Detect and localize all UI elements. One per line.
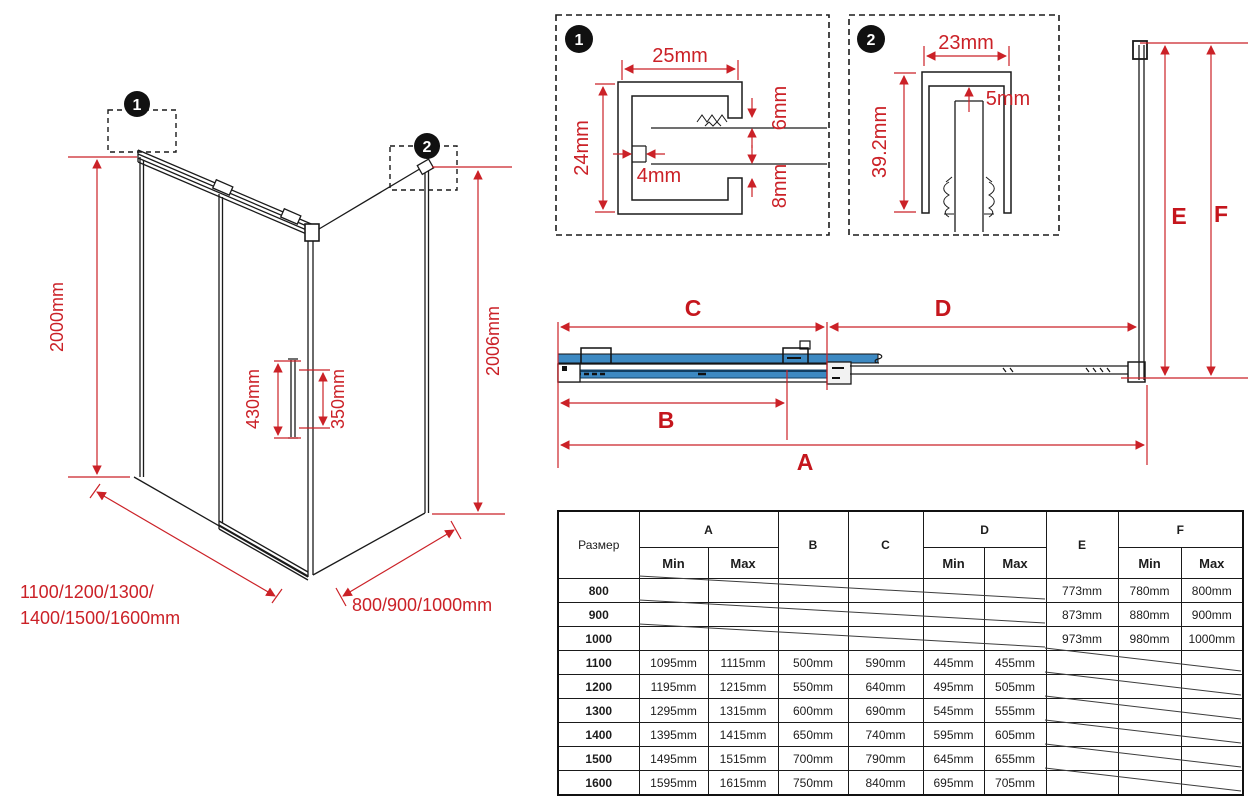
value-cell [708, 603, 778, 627]
value-cell [984, 627, 1046, 651]
value-cell: 973mm [1046, 627, 1118, 651]
detail-1-wall: 4mm [636, 165, 682, 187]
table-header-row-1 [558, 511, 1243, 548]
size-cell: 1300 [558, 699, 639, 723]
value-cell [1181, 723, 1243, 747]
detail-1-gap-top: 6mm [769, 85, 791, 131]
value-cell: 705mm [984, 771, 1046, 796]
detail-2-marker: 2 [866, 32, 876, 49]
value-cell [1046, 651, 1118, 675]
value-cell: 555mm [984, 699, 1046, 723]
value-cell [923, 627, 984, 651]
value-cell: 1095mm [639, 651, 708, 675]
value-cell: 790mm [848, 747, 923, 771]
size-cell: 1600 [558, 771, 639, 796]
value-cell: 605mm [984, 723, 1046, 747]
value-cell [1046, 747, 1118, 771]
value-cell: 600mm [778, 699, 848, 723]
plan-view [548, 28, 1250, 510]
table-row [558, 699, 1243, 723]
value-cell: 1495mm [639, 747, 708, 771]
iso-dimension-lines [68, 157, 512, 606]
size-table-grid [557, 510, 1244, 796]
isometric-view [0, 0, 545, 680]
roller-1 [213, 180, 233, 195]
value-cell [1118, 723, 1181, 747]
plan-label-a: A [796, 449, 814, 475]
door-handle [288, 359, 298, 438]
value-cell: 500mm [778, 651, 848, 675]
value-cell [848, 603, 923, 627]
value-cell: 980mm [1118, 627, 1181, 651]
detail-1-gap-bottom: 8mm [769, 163, 791, 209]
enclosure-linework [134, 150, 434, 580]
value-cell [984, 579, 1046, 603]
value-cell: 650mm [778, 723, 848, 747]
value-cell [1118, 651, 1181, 675]
value-cell: 645mm [923, 747, 984, 771]
value-cell: 740mm [848, 723, 923, 747]
col-header-c: C [848, 511, 923, 579]
value-cell: 780mm [1118, 579, 1181, 603]
detail-1-height: 24mm [571, 120, 593, 176]
detail-1-marker: 1 [574, 32, 584, 49]
table-row [558, 771, 1243, 796]
value-cell: 1000mm [1181, 627, 1243, 651]
value-cell [778, 579, 848, 603]
value-cell: 495mm [923, 675, 984, 699]
col-header-a: A [639, 511, 778, 548]
col-header-d: D [923, 511, 1046, 548]
value-cell: 873mm [1046, 603, 1118, 627]
dim-depth-options: 800/900/1000mm [352, 595, 493, 615]
plan-label-e: E [1171, 203, 1187, 229]
size-header-cell: Размер [558, 511, 639, 579]
value-cell [1181, 675, 1243, 699]
dim-height-right: 2006mm [483, 305, 503, 377]
value-cell: 445mm [923, 651, 984, 675]
value-cell [923, 579, 984, 603]
value-cell [1118, 771, 1181, 796]
size-cell: 1500 [558, 747, 639, 771]
value-cell [778, 627, 848, 651]
value-cell [848, 579, 923, 603]
value-cell [1046, 771, 1118, 796]
corner-post [305, 224, 319, 241]
value-cell: 590mm [848, 651, 923, 675]
table-row [558, 747, 1243, 771]
value-cell [708, 579, 778, 603]
value-cell [639, 579, 708, 603]
table-row [558, 603, 1243, 627]
value-cell: 455mm [984, 651, 1046, 675]
value-cell: 1415mm [708, 723, 778, 747]
value-cell [1181, 699, 1243, 723]
table-row [558, 675, 1243, 699]
value-cell: 700mm [778, 747, 848, 771]
value-cell: 1515mm [708, 747, 778, 771]
col-header-e: E [1046, 511, 1118, 579]
size-cell: 900 [558, 603, 639, 627]
detail-2-width: 23mm [938, 32, 994, 54]
value-cell: 880mm [1118, 603, 1181, 627]
value-cell [1118, 675, 1181, 699]
value-cell [984, 603, 1046, 627]
detail-1-width: 25mm [652, 45, 708, 67]
f-min-header: Min [1118, 548, 1181, 579]
d-min-header: Min [923, 548, 984, 579]
col-header-f: F [1118, 511, 1243, 548]
value-cell: 1395mm [639, 723, 708, 747]
marker-1-label: 1 [132, 97, 142, 114]
value-cell: 900mm [1181, 603, 1243, 627]
plan-label-b: B [657, 407, 675, 433]
table-row [558, 579, 1243, 603]
size-cell: 1400 [558, 723, 639, 747]
value-cell [848, 627, 923, 651]
d-max-header: Max [984, 548, 1046, 579]
size-table [557, 510, 1243, 796]
plan-label-d: D [934, 295, 952, 321]
a-min-header: Min [639, 548, 708, 579]
value-cell [1046, 675, 1118, 699]
center-bracket [827, 362, 851, 384]
value-cell: 1615mm [708, 771, 778, 796]
detail-2-gap: 5mm [985, 88, 1031, 110]
f-max-header: Max [1181, 548, 1243, 579]
dim-handle-height: 430mm [243, 368, 263, 430]
table-row [558, 723, 1243, 747]
dim-height-left: 2000mm [47, 281, 67, 353]
value-cell [1181, 747, 1243, 771]
value-cell [1181, 651, 1243, 675]
value-cell: 1195mm [639, 675, 708, 699]
size-cell: 800 [558, 579, 639, 603]
value-cell: 1215mm [708, 675, 778, 699]
value-cell [778, 603, 848, 627]
detail-1-callout-box [108, 110, 176, 152]
value-cell: 750mm [778, 771, 848, 796]
value-cell: 773mm [1046, 579, 1118, 603]
value-cell [708, 627, 778, 651]
value-cell [639, 603, 708, 627]
value-cell [1118, 699, 1181, 723]
value-cell [1046, 723, 1118, 747]
panel-top-cap [417, 159, 433, 174]
wall-bracket-bottom [1128, 362, 1145, 382]
dim-width-options-1: 1100/1200/1300/ [20, 582, 154, 602]
value-cell: 800mm [1181, 579, 1243, 603]
value-cell: 545mm [923, 699, 984, 723]
track-rail [850, 366, 1128, 374]
size-table-body [558, 579, 1243, 796]
size-cell: 1200 [558, 675, 639, 699]
plan-label-f: F [1213, 201, 1229, 227]
value-cell: 695mm [923, 771, 984, 796]
return-panel [1128, 41, 1147, 382]
detail-2-height: 39.2mm [869, 105, 891, 179]
value-cell: 1315mm [708, 699, 778, 723]
value-cell: 1295mm [639, 699, 708, 723]
marker-2-label: 2 [422, 139, 432, 156]
value-cell: 640mm [848, 675, 923, 699]
roller-2 [281, 209, 301, 224]
value-cell: 595mm [923, 723, 984, 747]
detail-markers [108, 91, 457, 190]
table-row [558, 651, 1243, 675]
dim-width-options-2: 1400/1500/1600mm [20, 608, 181, 628]
size-cell: 1100 [558, 651, 639, 675]
plan-label-c: C [684, 295, 702, 321]
value-cell: 505mm [984, 675, 1046, 699]
value-cell: 840mm [848, 771, 923, 796]
wall-bracket-top [1133, 41, 1147, 59]
value-cell [923, 603, 984, 627]
value-cell: 655mm [984, 747, 1046, 771]
value-cell [1181, 771, 1243, 796]
value-cell [1046, 699, 1118, 723]
value-cell: 690mm [848, 699, 923, 723]
value-cell: 1595mm [639, 771, 708, 796]
value-cell [639, 627, 708, 651]
value-cell [1118, 747, 1181, 771]
a-max-header: Max [708, 548, 778, 579]
col-header-b: B [778, 511, 848, 579]
track-end-cap [558, 364, 580, 382]
table-row [558, 627, 1243, 651]
dim-handle-spacing: 350mm [328, 368, 348, 430]
size-cell: 1000 [558, 627, 639, 651]
value-cell: 1115mm [708, 651, 778, 675]
value-cell: 550mm [778, 675, 848, 699]
